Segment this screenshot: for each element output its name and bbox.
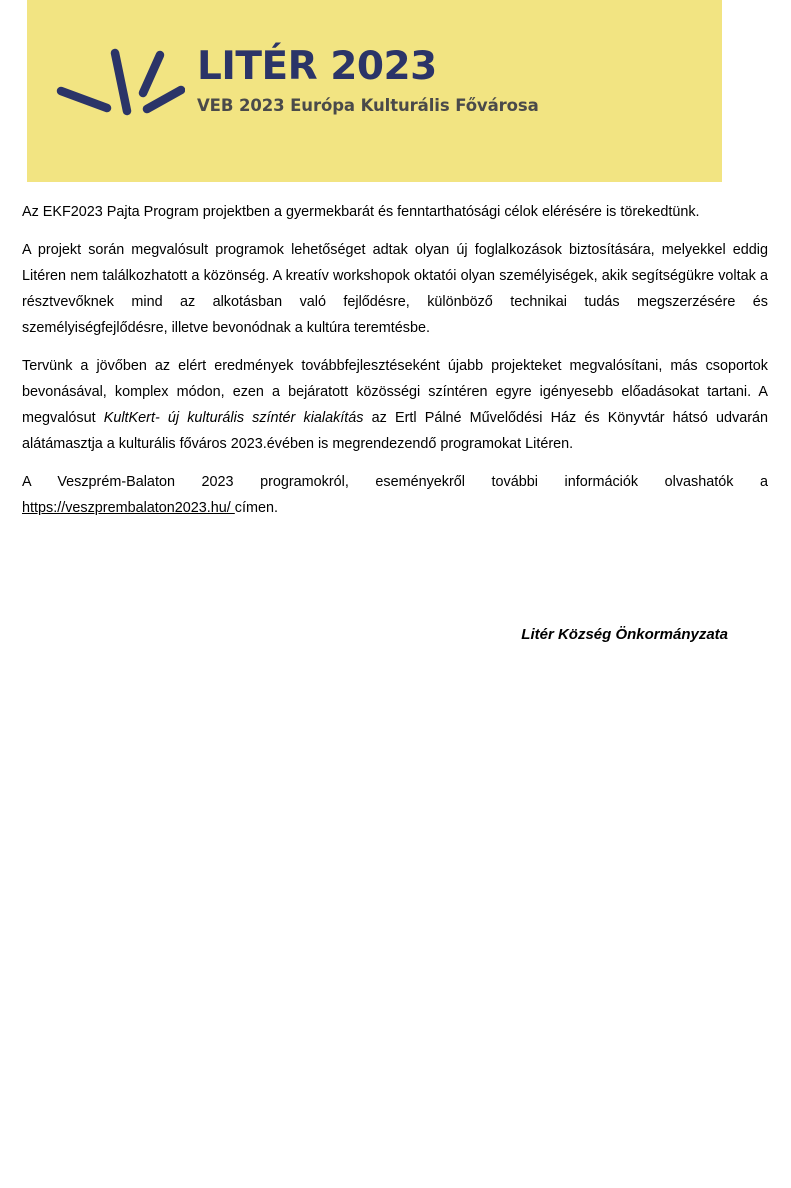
signature-line: Litér Község Önkormányzata [521,626,728,643]
document-body [22,199,768,521]
banner-text-block [197,44,539,115]
more-info-text-part1: A Veszprém-Balaton 2023 programokról, eseményekről további információk olvashatók a [22,474,768,490]
banner-content [27,0,722,182]
veszprembalaton-website-link[interactable]: https://veszprembalaton2023.hu/ [22,500,235,516]
banner-title: LITÉR 2023 [197,44,437,89]
paragraph-intro: Az EKF2023 Pajta Program projektben a gyermekbarát és fenntarthatósági célok elérésére is törekedtünk. [22,204,700,220]
paragraph-more-info [22,469,768,521]
litér-2023-banner [27,0,722,182]
more-info-text-part2: címen. [234,500,278,516]
kultkert-project-title: KultKert- új kulturális színtér kialakítás [103,410,364,426]
spark-burst-icon [55,45,185,140]
future-plans-text-part2: az Ertl Pálné Művelődési Ház és Könyvtár hátsó udvarán alátámasztja a kulturális főváros 2023.évében is megrendezendő programokat Litéren. [22,410,768,452]
banner-subtitle: VEB 2023 Európa Kulturális Fővárosa [197,96,539,115]
paragraph-project-description: A projekt során megvalósult programok lehetőséget adtak olyan új foglalkozások biztosítására, melyekkel eddig Litéren nem találkozhatott a közönség. A kreatív workshopok oktatói olyan személyiségek, akik segítségükre voltak a résztvevőknek mind az alkotásban való fejlődésre, különböző technikai tudás megszerzésére és személyiségfejlődésre, illetve bevonódnak a kultúra teremtésbe. [22,242,768,336]
paragraph-future-plans [22,353,768,457]
future-plans-text-part1: Tervünk a jövőben az elért eredmények továbbfejlesztéseként újabb projekteket megvalósítani, más csoportok bevonásával, komplex módon, ezen a bejáratott közösségi színtéren egyre igényesebb előadásokat tartani. A megvalósut [22,358,768,426]
